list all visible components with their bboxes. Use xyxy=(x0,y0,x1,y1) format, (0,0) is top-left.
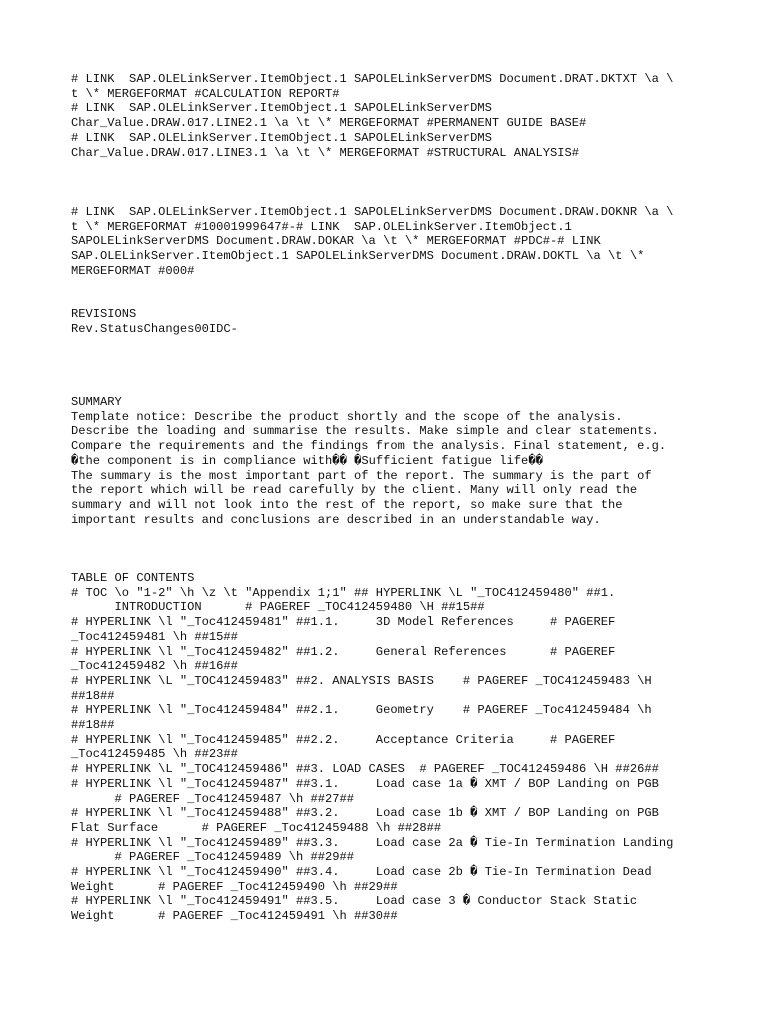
toc-line: _Toc412459485 \h ##23## xyxy=(71,747,238,762)
toc-line: _Toc412459481 \h ##15## xyxy=(71,629,238,644)
summary-line: Template notice: Describe the product shortly and the scope of the analysis. xyxy=(71,409,623,424)
toc-line: # HYPERLINK \l "_Toc412459481" ##1.1. 3D Model References # PAGEREF xyxy=(71,615,616,630)
toc-line: # PAGEREF _Toc412459487 \h ##27## xyxy=(71,791,355,806)
header-line: t \* MERGEFORMAT #CALCULATION REPORT# xyxy=(71,86,340,101)
summary-line: �the component is in compliance with�� �Sufficient fatigue life�� xyxy=(71,453,543,468)
docnumber-line: SAPOLELinkServerDMS Document.DRAW.DOKAR \a \t \* MERGEFORMAT #PDC#-# LINK xyxy=(71,234,601,249)
toc-line: # HYPERLINK \L "_TOC412459483" ##2. ANALYSIS BASIS # PAGEREF _TOC412459483 \H xyxy=(71,673,652,688)
toc-line: # TOC \o "1-2" \h \z \t "Appendix 1;1" ## HYPERLINK \L "_TOC412459480" ##1. xyxy=(71,585,616,600)
summary-heading: SUMMARY xyxy=(71,395,122,409)
revisions-heading: REVISIONS xyxy=(71,307,137,321)
toc-line: # HYPERLINK \L "_TOC412459486" ##3. LOAD CASES # PAGEREF _TOC412459486 \H ##26## xyxy=(71,762,659,777)
toc-line: _Toc412459482 \h ##16## xyxy=(71,659,238,674)
summary-line: The summary is the most important part of the report. The summary is the part of xyxy=(71,468,652,483)
revisions-line: Rev.StatusChanges00IDC- xyxy=(71,321,238,336)
docnumber-line: SAP.OLELinkServer.ItemObject.1 SAPOLELinkServerDMS Document.DRAW.DOKTL \a \t \* xyxy=(71,249,645,264)
summary-line: Compare the requirements and the findings from the analysis. Final statement, e.g. xyxy=(71,439,667,454)
toc-line: # HYPERLINK \l "_Toc412459491" ##3.5. Load case 3 � Conductor Stack Static xyxy=(71,894,638,909)
toc-line: Flat Surface # PAGEREF _Toc412459488 \h ##28## xyxy=(71,820,442,835)
header-line: Char_Value.DRAW.017.LINE3.1 \a \t \* MERGEFORMAT #STRUCTURAL ANALYSIS# xyxy=(71,145,580,160)
toc-line: Weight # PAGEREF _Toc412459491 \h ##30## xyxy=(71,909,398,924)
toc-line: # HYPERLINK \l "_Toc412459485" ##2.2. Acceptance Criteria # PAGEREF xyxy=(71,732,616,747)
docnumber-line: t \* MERGEFORMAT #10001999647#-# LINK SAP.OLELinkServer.ItemObject.1 xyxy=(71,219,572,234)
toc-heading: TABLE OF CONTENTS xyxy=(71,571,195,585)
toc-line: # HYPERLINK \l "_Toc412459484" ##2.1. Geometry # PAGEREF _Toc412459484 \h xyxy=(71,703,652,718)
toc-line: # HYPERLINK \l "_Toc412459487" ##3.1. Load case 1a � XMT / BOP Landing on PGB xyxy=(71,776,659,791)
toc-line: Weight # PAGEREF _Toc412459490 \h ##29## xyxy=(71,879,398,894)
header-line: Char_Value.DRAW.017.LINE2.1 \a \t \* MERGEFORMAT #PERMANENT GUIDE BASE# xyxy=(71,116,587,131)
toc-line: # HYPERLINK \l "_Toc412459490" ##3.4. Load case 2b � Tie-In Termination Dead xyxy=(71,865,652,879)
toc-line: # HYPERLINK \l "_Toc412459482" ##1.2. General References # PAGEREF xyxy=(71,644,616,659)
docnumber-line: # LINK SAP.OLELinkServer.ItemObject.1 SAPOLELinkServerDMS Document.DRAW.DOKNR \a \ xyxy=(71,205,674,219)
header-line: # LINK SAP.OLELinkServer.ItemObject.1 SAPOLELinkServerDMS xyxy=(71,101,492,116)
header-line: # LINK SAP.OLELinkServer.ItemObject.1 SAPOLELinkServerDMS xyxy=(71,130,492,145)
toc-line: # PAGEREF _Toc412459489 \h ##29## xyxy=(71,850,355,865)
toc-line: # HYPERLINK \l "_Toc412459489" ##3.3. Load case 2a � Tie-In Termination Landing xyxy=(71,835,674,850)
toc-line: ##18## xyxy=(71,718,115,732)
header-line: # LINK SAP.OLELinkServer.ItemObject.1 SAPOLELinkServerDMS Document.DRAT.DKTXT \a \ xyxy=(71,72,674,86)
toc-line: # HYPERLINK \l "_Toc412459488" ##3.2. Load case 1b � XMT / BOP Landing on PGB xyxy=(71,806,659,821)
summary-line: summary and will not look into the rest of the report, so make sure that the xyxy=(71,497,623,512)
summary-line: important results and conclusions are described in an understandable way. xyxy=(71,512,601,527)
toc-line: INTRODUCTION # PAGEREF _TOC412459480 \H ##15## xyxy=(71,600,485,615)
summary-line: the report which will be read carefully by the client. Many will only read the xyxy=(71,483,638,498)
docnumber-line: MERGEFORMAT #000# xyxy=(71,263,195,278)
summary-line: Describe the loading and summarise the results. Make simple and clear statements. xyxy=(71,424,659,439)
toc-line: ##18## xyxy=(71,688,115,703)
